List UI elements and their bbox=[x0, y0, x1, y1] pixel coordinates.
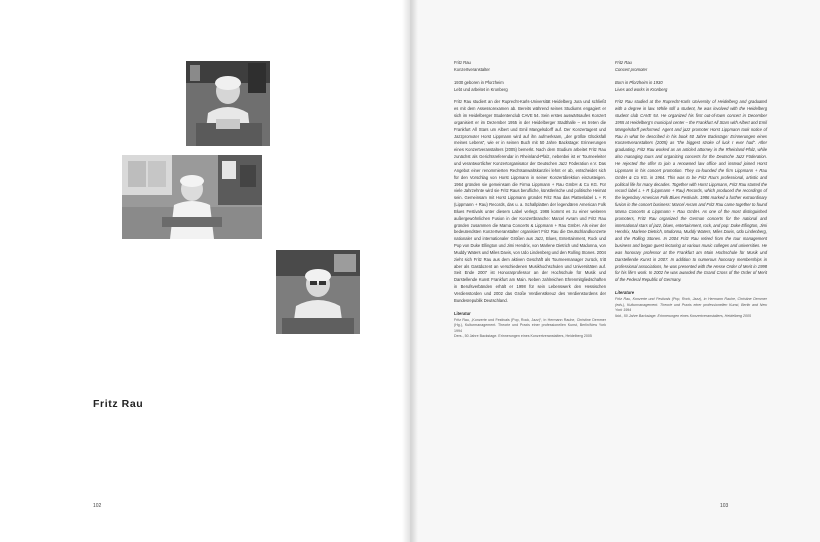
right-page bbox=[410, 0, 820, 542]
photo-portrait-at-desk bbox=[186, 61, 270, 146]
german-column bbox=[454, 60, 606, 340]
german-lives: Lebt und arbeitet in Kronberg bbox=[454, 86, 508, 92]
german-literature-heading: Literatur bbox=[454, 310, 471, 316]
german-name: Fritz Rau bbox=[454, 60, 471, 65]
english-name: Fritz Rau bbox=[615, 60, 632, 65]
german-literature-1: Fritz Rau, „Konzerte und Festivals (Pop, Rock, Jazz)“, in Hermann Rauhe, Christine Demmer (Hg.), Kulturmanagement. Theorie und Praxis einer professionellen Kunst, Berlin/New York 1994 bbox=[454, 317, 606, 333]
english-lives: Lives and works in Kronberg bbox=[615, 86, 668, 92]
english-body: Fritz Rau studied at the Ruprecht-Karls University of Heidelberg and graduated with a degree in law. While still a student, he was involved with the Heidelberg student club CAVE 54. He organized his first out-of-town concert in December 1955 at Heidelberg’s municipal center – the Frankfurt All Stars with Albert and Emil Mangelsdorff performed. Agent and jazz promoter Horst Lippmann took notice of Rau in what he described in his book 50 Jahre Backstage: Erinnerungen eines Konzertveranstalters (2005) as “the biggest stroke of luck I ever had”. After graduating, Fritz Rau worked as an articled attorney in the Rheinland-Pfalz, while also managing tours and organizing concerts for the Deutsche Jazz Föderation. He rejected the offer to join a renowned law office and instead joined Horst Lippmann in his concert promotion. They co-founded the firm Lippmann + Rau GmbH & Co KG. in 1964. This was to be Fritz Rau’s professional, artistic and political life for many decades. Together with Horst Lippmann, Fritz Rau started the record label L + R (Lippmann + Rau) Records, which produced the recordings of the legendary American Folk Blues Festivals. 1986 marked a further extraordinary fusion in the concert business: Marcel Avram and Fritz Rau came together to found Mama Concerts & Lippmann + Rau GmbH. As one of the most distinguished promoters, Fritz Rau organized the German concerts for the national and international stars of jazz, blues, entertainment, rock, and pop: Duke Ellington, Jimi Hendrix, Marlene Dietrich, Madonna, Muddy Waters, Miles Davis, Udo Lindenberg, and the Rolling Stones. In 2004 Fritz Rau retired from the tour management business and began guest lecturing at various music colleges and universities. He was honorary professor at the Frankfurt am Main Hochschule für Musik und Darstellende Kunst in 2007. In addition to numerous honorary memberships in professional associations, he was presented with the Hesse Order of Merit in 1998 for his life’s work. In 2002 he was awarded the Grand Cross of the Order of Merit of the Federal Republic of Germany. bbox=[615, 99, 767, 283]
english-role: Concert promoter bbox=[615, 66, 648, 72]
german-role: Konzertveranstalter bbox=[454, 66, 490, 72]
english-literature-2: Ibid., 50 Jahre Backstage. Erinnerungen eines Konzertveranstalters, Heidelberg 2005 bbox=[615, 313, 752, 318]
person-name-heading: Fritz Rau bbox=[93, 398, 144, 410]
german-literature-2: Ders., 50 Jahre Backstage. Erinnerungen eines Konzertveranstalters, Heidelberg 2005 bbox=[454, 334, 592, 339]
book-gutter-shadow bbox=[402, 0, 418, 542]
photo-portrait-in-office bbox=[122, 155, 262, 239]
page-number-right: 103 bbox=[720, 503, 729, 509]
english-column bbox=[615, 60, 767, 319]
page-number-left: 102 bbox=[93, 503, 102, 509]
german-body: Fritz Rau studiert an der Ruprecht-Karls-Universität Heidelberg Jura und schließt es mit dem Assessorexamen ab. Bereits während seines Studiums engagiert er sich im Heidelberger Studentenclub CAVE 54. Sein erstes auswärtsaufes Konzert organisiert er im Dezember 1955 in der Heidelberger Stadthalle – es treten die Frankfurt All Stars um Albert und Emil Mangelsdorff auf. Der Konzertagent und Jazzpromoter Horst Lippmann wird auf ihn aufmerksam, „der größte Glücksfall meines Lebens“, wie er in seinen Buch mit 50 Jahre Backstage: Erinnerungen eines Konzertveranstalters (2005) bemerkt. Nach dem Studium arbeitet Fritz Rau zunächst als Gerichtsreferendar in Rheinland-Pfalz, nebenbei ist er Tourneeleiter und verantwortlicher Konzertorganisator der Deutschen Jazz Föderation e.V. Das Angebot einer renommierten Rechtsanwaltskanzlei lehnt er ab, entscheidet sich für den Vorschlag von Horst Lippmann in seiner Konzertdirektion einzusteigen. 1964 gründen sie gemeinsam die Firma Lippmann + Rau GmbH & Co KG. Für viele Jahrzehnte wird sie Fritz Raus berufliche, künstlerische und politische Heimat sein. Gemeinsam mit Horst Lippmann gründet Fritz Rau das Plattenlabel L + R (Lippmann + Rau) Records, das u. a. Schallplatten der legendären American Folk Blues Festivals unter diesem Label verlegt. 1986 kommt es zu einer weiteren außergewöhnlichen Fusion in der Konzertbranche: Marcel Avram und Fritz Rau gründen zusammen die Mama Concerts & Lippmann + Rau GmbH. Als einer der bedeutendsten Konzertveranstalter organisiert Fritz Rau die Deutschlandkonzerte nationaler und internationaler Größen aus Jazz, Blues, Entertainment, Rock und Pop von Duke Ellington und Jimi Hendrix, von Marlene Dietrich und Madonna, von Muddy Waters und Miles Davis, von Udo Lindenberg und den Rolling Stones. 2004 zieht sich Fritz Rau aus dem aktiven Geschäft als Tourneemanager zurück, tritt aber als Gastdozent an verschiedenen Musikhochschulen und Universitäten auf. Seit Ende 2007 ist Honorarprofessor an der Hochschule für Musik und Darstellende Kunst Frankfurt am Main. Neben zahlreichen Ehrenmitgliedschaften in Berufsverbänden erhält er 1998 für sein Lebenswerk den Hessischen Verdienstorden und 2002 das Große Verdienstkreuz des Verdienstordens der Bundesrepublik Deutschland. bbox=[454, 99, 606, 303]
german-born: 1930 geboren in Pforzheim bbox=[454, 79, 504, 85]
english-literature-heading: Literature bbox=[615, 290, 635, 296]
photo-portrait-with-glasses bbox=[276, 250, 360, 334]
english-literature-1: Fritz Rau, Konzerte und Festivals (Pop, Rock, Jazz), in Hermann Rauhe, Christine Demmer (eds.), Kulturmanagement. Theorie und Praxis einer professionellen Kunst, Berlin and New York 1994 bbox=[615, 297, 767, 313]
english-born: Born in Pforzheim in 1930 bbox=[615, 79, 663, 85]
